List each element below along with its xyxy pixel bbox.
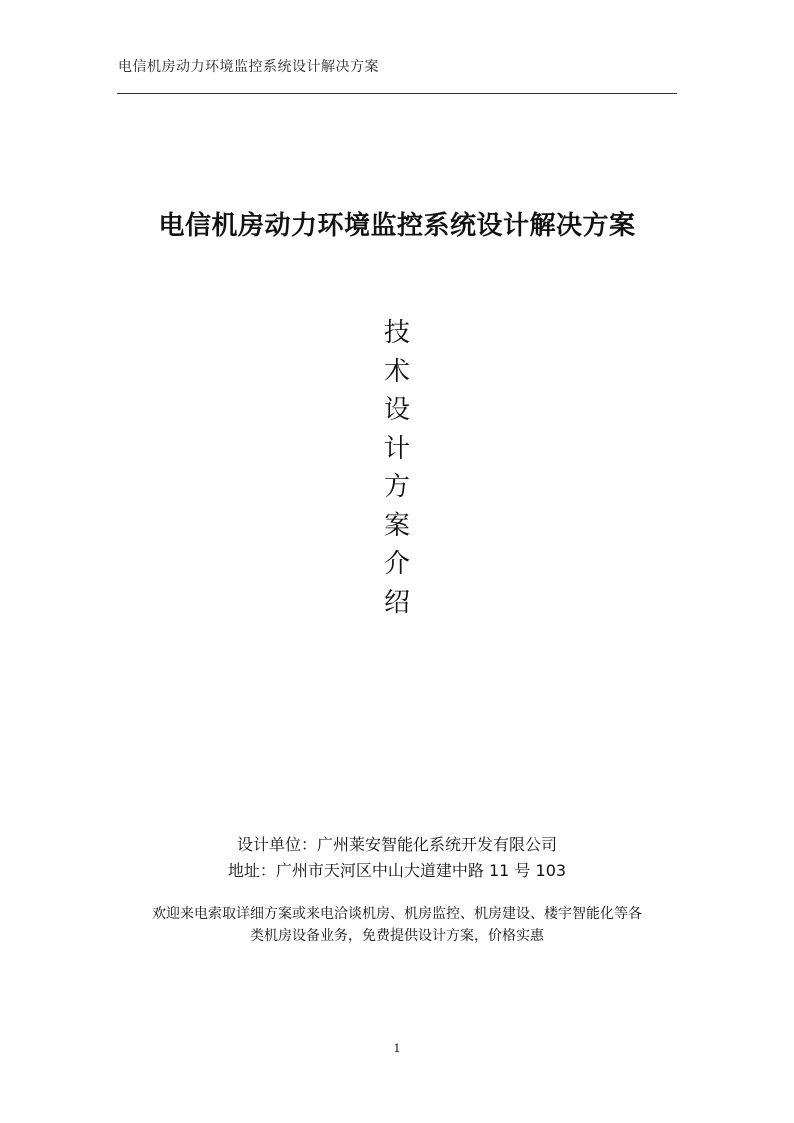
page-number: 1: [393, 1042, 401, 1055]
vertical-subtitle: [377, 314, 417, 622]
vertical-subtitle-char: 方: [383, 472, 410, 502]
vertical-subtitle-char: 术: [383, 356, 410, 387]
vertical-subtitle-char: 绍: [383, 587, 410, 618]
company-address: 地址：广州市天河区中山大道建中路 11 号 103: [227, 861, 567, 880]
vertical-subtitle-char: 设: [383, 395, 410, 425]
company-info: [0, 832, 794, 884]
document-title: 电信机房动力环境监控系统设计解决方案: [158, 211, 636, 241]
vertical-subtitle-char: 案: [383, 510, 410, 541]
vertical-subtitle-char: 介: [383, 549, 410, 579]
contact-note: [112, 903, 682, 947]
contact-note-line: 类机房设备业务，免费提供设计方案，价格实惠: [250, 928, 544, 944]
page-header: 电信机房动力环境监控系统设计解决方案: [118, 59, 379, 75]
vertical-subtitle-char: 技: [383, 318, 410, 348]
contact-note-line: 欢迎来电索取详细方案或来电洽谈机房、机房监控、机房建设、楼宇智能化等各: [152, 906, 642, 922]
design-unit: 设计单位：广州莱安智能化系统开发有限公司: [236, 835, 557, 854]
header-divider: [117, 93, 677, 94]
vertical-subtitle-char: 计: [383, 433, 410, 464]
